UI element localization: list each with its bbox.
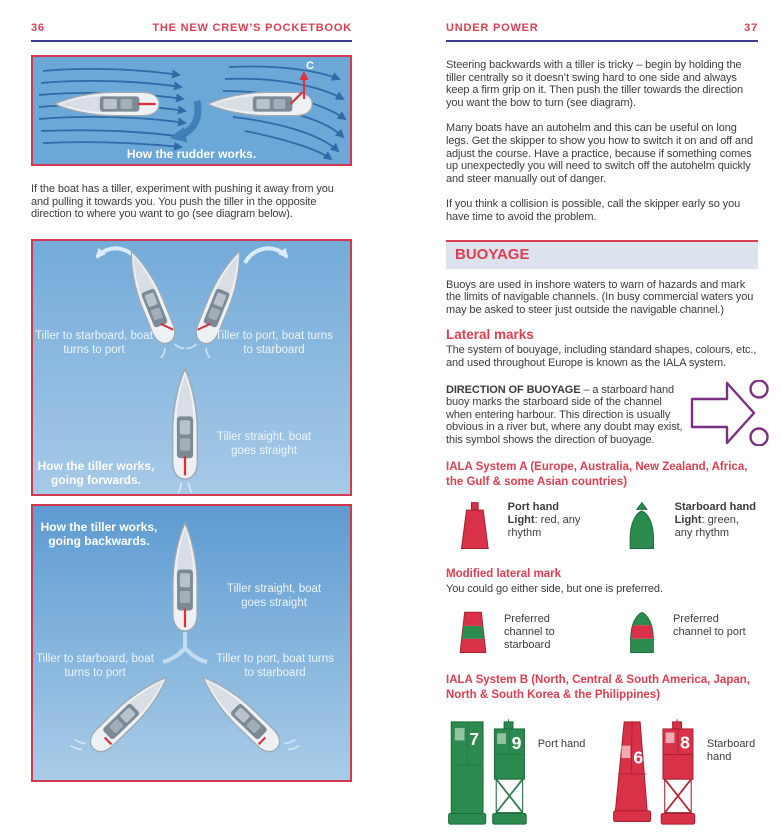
direction-body: – a starboard hand buoy marks the starboard side of the channel when entering harbour. This direction is usually obvious in a river but, where any doubt may exist, this symbol shows the direction of buoyage. [446,383,683,446]
diagram-label: Tiller straight, boat goes straight [216,430,312,457]
paragraph: Many boats have an autohelm and this can be useful on long legs. Get the skipper to show you how to switch it on and off and adjust the course. Have a practice, because if something comes up unexpectedly you will need to switch off the autohelm quickly and steer manually out of danger. [446,122,753,185]
diagram-label: Tiller to starboard, boat turns to port [36,652,154,679]
running-header: UNDER POWER [446,22,539,34]
header-rule [31,40,352,42]
page-header [31,22,352,34]
running-header: THE NEW CREW’S POCKETBOOK [152,22,352,34]
starboard-hand-buoy-icon [621,497,663,555]
page-number: 36 [31,22,45,34]
lateral-marks-heading: Lateral marks [446,327,534,343]
rudder-diagram [31,55,352,166]
direction-of-buoyage-text [446,384,684,447]
buoy-number: 6 [633,747,644,768]
preferred-channel-port-buoy-icon [623,603,661,661]
buoy-number: 9 [511,732,522,753]
preferred-channel-starboard-buoy-icon [454,603,492,661]
diagram-caption: How the tiller works, going backwards. [40,519,158,549]
page-left [31,22,352,782]
starboard-hand-beacons-icon [611,712,699,834]
diagram-label: Tiller to port, boat turns to starboard [215,329,333,356]
preferred-starboard-label: Preferred channel to starboard [503,612,555,651]
diagram-label: Tiller to port, boat turns to starboard [216,652,334,679]
iala-system-b-heading: IALA System B (North, Central & South America, Japan, North & South Korea & the Philippines) [446,673,750,701]
page-number: 37 [744,22,758,34]
diagram-caption: How the rudder works. [126,147,257,161]
system-b-port-label: Port hand [537,737,586,750]
point-label: C [306,60,314,72]
system-b-starboard-label: Starboard hand [706,737,756,763]
direction-of-buoyage-arrow-icon [690,380,772,446]
iala-system-a-heading: IALA System A (Europe, Australia, New Zealand, Africa, the Gulf & some Asian countries) [446,461,748,489]
header-rule [446,40,758,42]
direction-lead: DIRECTION OF BUOYAGE [446,383,581,396]
direction-of-buoyage-block [446,384,772,447]
port-hand-beacons-icon [446,712,530,834]
diagram-caption: How the tiller works, going forwards. [37,458,155,488]
paragraph: If you think a collision is possible, call the skipper early so you have time to avoid the problem. [446,198,741,223]
paragraph: Steering backwards with a tiller is tricky – begin by holding the tiller centrally so it doesn’t swing hard to one side and always keep a firm grip on it. Then push the tiller towards the direction you want the bow to turn (see diagram). [446,59,744,109]
section-title: BUOYAGE [455,245,530,263]
port-hand-label: Port hand Light: red, any rhythm [507,501,581,540]
buoy-number: 8 [679,732,690,753]
starboard-hand-label: Starboard hand Light: green, any rhythm [674,501,756,540]
buoyage-intro: Buoys are used in inshore waters to warn of hazards and mark the limits of navigable channels. (In busy commercial waters you may be asked to steer just outside the navigable channel.) [446,278,754,316]
intro-paragraph: If the boat has a tiller, experiment with pushing it away from you and pulling it towards you. You push the tiller in the opposite direction to where you want to go (see diagram below). [31,183,334,221]
modified-lateral-body: You could go either side, but one is preferred. [446,583,663,596]
system-a-buoys [446,497,758,555]
buoy-number: 7 [469,728,480,749]
modified-lateral-buoys [446,603,758,661]
diagram-label: Tiller straight, boat goes straight [226,582,322,609]
system-b-buoys [446,712,758,834]
port-hand-buoy-icon [454,497,496,555]
lateral-marks-body: The system of bouyage, including standard shapes, colours, etc., and used throughout Europe is known as the IALA system. [446,344,757,369]
section-header-buoyage [446,240,758,269]
tiller-backwards-diagram [31,504,352,782]
page-header [446,22,758,34]
page-right [446,22,758,834]
preferred-port-label: Preferred channel to port [672,612,746,638]
modified-lateral-heading: Modified lateral mark [446,568,562,581]
diagram-label: Tiller to starboard, boat turns to port [35,329,153,356]
tiller-forwards-diagram [31,239,352,496]
